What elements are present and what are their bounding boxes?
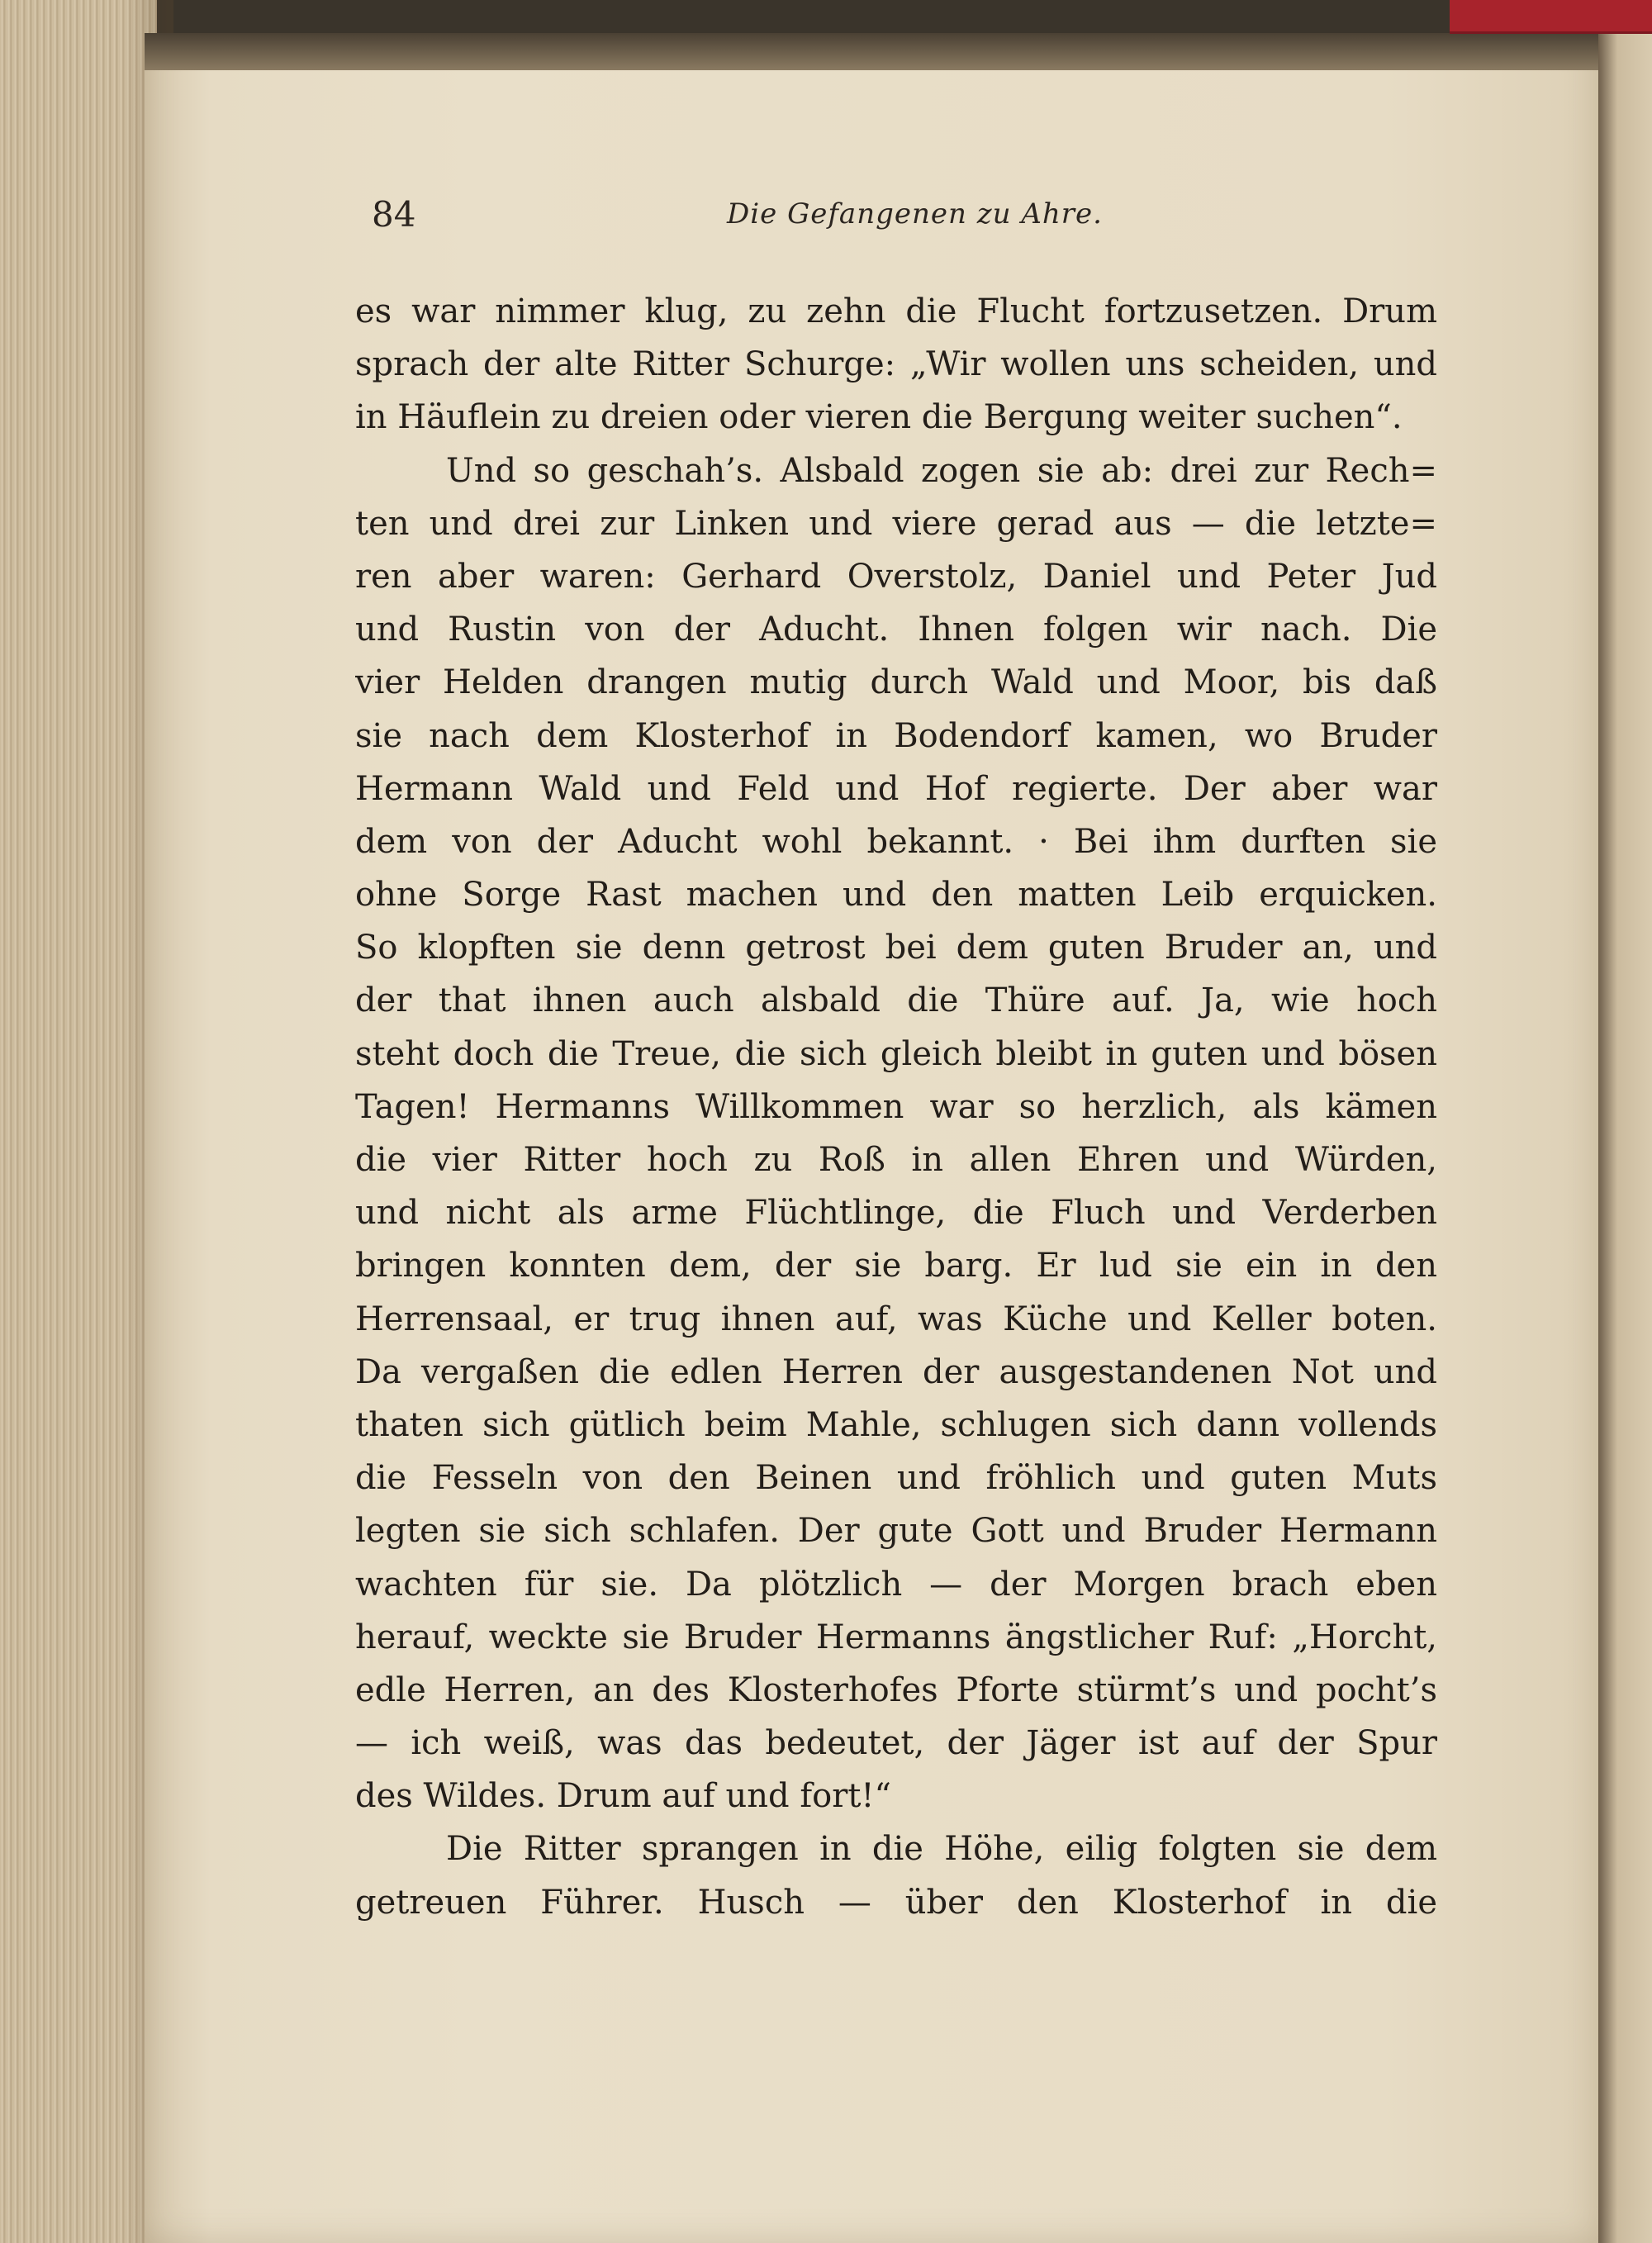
text-line: edle Herren, an des Klosterhofes Pforte stürmt’s und pocht’s (355, 1670, 1437, 1709)
bookmark-ribbon (1450, 0, 1652, 34)
text-line: Da vergaßen die edlen Herren der ausgestandenen Not und (355, 1352, 1437, 1391)
text-line: thaten sich gütlich beim Mahle, schlugen sich dann vollends (355, 1405, 1437, 1444)
text-line: die vier Ritter hoch zu Roß in allen Ehren und Würden, (355, 1141, 1437, 1179)
text-line: und Rustin von der Aducht. Ihnen folgen wir nach. Die (355, 611, 1437, 649)
page-number: 84 (372, 194, 416, 235)
text-line: und nicht als arme Flüchtlinge, die Fluch und Verderben (355, 1194, 1437, 1233)
text-line: der that ihnen auch alsbald die Thüre auf. Ja, wie hoch (355, 981, 1437, 1020)
text-line: dem von der Aducht wohl bekannt. · Bei ihm durften sie (355, 822, 1437, 861)
text-line: herauf, weckte sie Bruder Hermanns ängstlicher Ruf: „Horcht, (355, 1618, 1437, 1656)
text-line: in Häuflein zu dreien oder vieren die Bergung weiter suchen“. (355, 398, 1403, 437)
text-line: bringen konnten dem, der sie barg. Er lud sie ein in den (355, 1247, 1437, 1285)
text-line: steht doch die Treue, die sich gleich bleibt in guten und bösen (355, 1034, 1437, 1073)
text-line: getreuen Führer. Husch — über den Klosterhof in die (355, 1883, 1437, 1922)
text-line: die Fesseln von den Beinen und fröhlich und guten Muts (355, 1459, 1437, 1498)
text-line: des Wildes. Drum auf und fort!“ (355, 1777, 891, 1816)
text-line: wachten für sie. Da plötzlich — der Morgen brach eben (355, 1565, 1437, 1604)
running-title: Die Gefangenen zu Ahre. (727, 197, 1103, 230)
body-text (355, 285, 1437, 1929)
text-line: Die Ritter sprangen in die Höhe, eilig folgten sie dem (446, 1830, 1437, 1869)
text-line: Tagen! Hermanns Willkommen war so herzlich, als kämen (355, 1087, 1437, 1126)
page-header (372, 194, 1446, 252)
text-line: sie nach dem Klosterhof in Bodendorf kamen, wo Bruder (355, 716, 1437, 755)
text-line: ohne Sorge Rast machen und den matten Leib erquicken. (355, 876, 1437, 915)
top-shadow (145, 33, 1598, 70)
text-line: vier Helden drangen mutig durch Wald und Moor, bis daß (355, 663, 1437, 702)
text-line: So klopften sie denn getrost bei dem guten Bruder an, und (355, 929, 1437, 967)
text-line: ren aber waren: Gerhard Overstolz, Daniel und Peter Jud (355, 557, 1437, 596)
text-line: Hermann Wald und Feld und Hof regierte. Der aber war (355, 769, 1437, 808)
text-line: Herrensaal, er trug ihnen auf, was Küche und Keller boten. (355, 1300, 1437, 1338)
text-line: sprach der alte Ritter Schurge: „Wir wollen uns scheiden, und (355, 345, 1437, 384)
text-line: ten und drei zur Linken und viere gerad aus — die letzte= (355, 504, 1437, 543)
text-line: es war nimmer klug, zu zehn die Flucht fortzusetzen. Drum (355, 292, 1437, 330)
next-page-edge (1594, 0, 1652, 2243)
text-line: Und so geschah’s. Alsbald zogen sie ab: drei zur Rech= (446, 451, 1437, 490)
text-line: legten sie sich schlafen. Der gute Gott und Bruder Hermann (355, 1512, 1437, 1551)
text-line: — ich weiß, was das bedeutet, der Jäger ist auf der Spur (355, 1724, 1437, 1763)
